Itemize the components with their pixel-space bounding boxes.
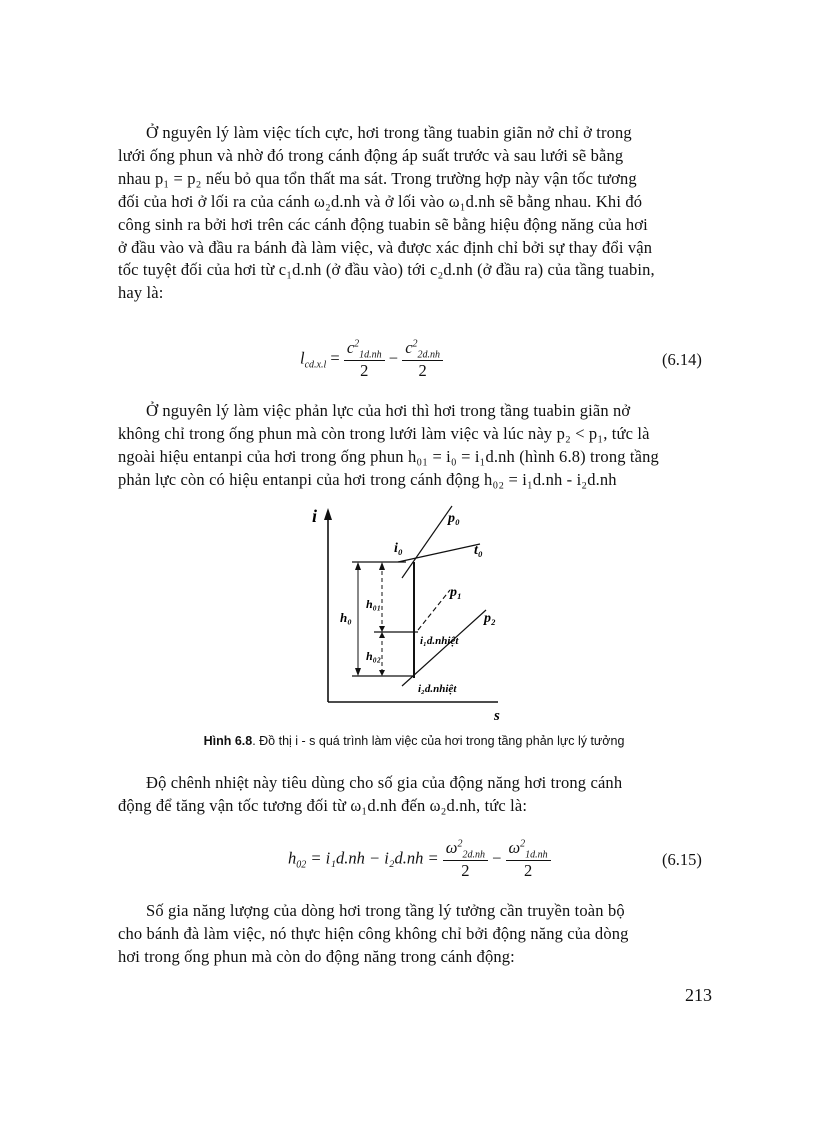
text-line: đối của hơi ở lối ra của cánh ω₂d.nh và ở lối vào ω₁d.nh sẽ bằng nhau. Khi đó <box>118 191 643 211</box>
label-p0: p₀ <box>448 511 460 526</box>
label-h0: h₀ <box>340 610 352 625</box>
equation-number: (6.15) <box>662 850 702 869</box>
arrow-down-icon <box>379 626 385 632</box>
eq-fraction-2 <box>506 838 551 881</box>
text-line: ngoài hiệu entanpi của hơi trong ống phun h₀₁ = i₀ = i₁d.nh (hình 6.8) trong tầng <box>118 446 659 466</box>
eq-num1: c <box>346 338 355 357</box>
caption-text: . Đồ thị i - s quá trình làm việc của hơi trong tầng phản lực lý tưởng <box>252 734 625 748</box>
eq-fraction-2 <box>402 338 443 381</box>
label-h02: h₀₂ <box>366 649 382 663</box>
eq-num2-sup: 2 <box>412 338 418 350</box>
isobar-p1 <box>418 590 450 630</box>
text-line: cho bánh đà làm việc, nó thực hiện công không chỉ bởi động năng của dòng <box>118 923 629 943</box>
eq-den1: 2 <box>360 361 369 381</box>
x-axis-label: s <box>494 708 500 724</box>
arrow-up-icon <box>379 632 385 638</box>
eq-num2-sub: 2d.nh <box>417 349 441 361</box>
eq-den1: 2 <box>461 861 470 881</box>
text-line: tốc tuyệt đối của hơi từ c₁d.nh (ở đầu vào) tới c₂d.nh (ở đầu ra) của tầng tuabin, <box>118 260 655 280</box>
label-p2: p₂ <box>484 611 496 626</box>
text-line: nhau p₁ = p₂ nếu bỏ qua tổn thất ma sát. Trong trường hợp này vận tốc tương <box>118 168 637 188</box>
eq-lhs-sub: 02 <box>296 859 307 871</box>
isotherm-t0 <box>398 544 480 562</box>
label-h01: h₀₁ <box>366 597 382 611</box>
eq-num2: ω <box>508 838 521 857</box>
eq-num1-sub: 2d.nh <box>462 849 485 861</box>
text-line: Số gia năng lượng của dòng hơi trong tầng lý tưởng cần truyền toàn bộ <box>146 901 625 920</box>
eq-num2-sub: 1d.nh <box>525 849 548 861</box>
caption-prefix: Hình 6.8 <box>203 734 253 748</box>
eq-lhs: l <box>300 348 305 368</box>
eq-lhs-sub: cd.x.l <box>304 359 327 371</box>
text-line: Ở nguyên lý làm việc phản lực của hơi thì hơi trong tầng tuabin giãn nở <box>146 401 631 420</box>
eq-num1-sup: 2 <box>354 338 360 350</box>
eq-fraction-1 <box>344 338 385 381</box>
paragraph-1 <box>118 122 710 305</box>
eq-lhs: h <box>288 848 297 868</box>
text-line: động để tăng vận tốc tương đối từ ω₁d.nh đến ω₂d.nh, tức là: <box>118 795 528 815</box>
y-axis-label: i <box>312 506 318 526</box>
label-i0: i₀ <box>394 541 403 556</box>
equation-6-15: $h_{02} = i_1d.nh - i_2d.nh$ = $\frac{\omega^2_{2d.nh}}{2}$ − $\frac{\omega^2_{1d.nh}}{2}$ <box>288 838 551 881</box>
equation-number: (6.14) <box>662 350 702 369</box>
figure-caption <box>118 734 710 748</box>
eq-den2: 2 <box>418 361 427 381</box>
figure-i-s-diagram <box>290 498 530 735</box>
text-line: Độ chênh nhiệt này tiêu dùng cho số gia của động năng hơi trong cánh <box>146 773 623 792</box>
equation-6-14: $l_{cd.x.l}$ = $\frac{c^2_{1d.nh}}{2}$ − $\frac{c^2_{2d.nh}}{2}$ <box>300 338 443 381</box>
arrow-up-icon <box>355 562 361 570</box>
text-line: lưới ống phun và nhờ đó trong cánh động áp suất trước và sau lưới sẽ bằng <box>118 145 624 165</box>
eq-num2-sup: 2 <box>520 838 526 850</box>
arrow-up-icon <box>379 562 385 570</box>
eq-num1: ω <box>445 838 458 857</box>
isobar-p0 <box>402 506 452 578</box>
text-line: công sinh ra bởi hơi trên các cánh động tuabin sẽ bằng hiệu động năng của hơi <box>118 214 648 234</box>
eq-fraction-1 <box>443 838 488 881</box>
eq-den2: 2 <box>523 861 533 881</box>
eq-num1-sub: 1d.nh <box>359 349 382 361</box>
paragraph-2 <box>118 400 710 492</box>
text-line: hơi trong ống phun mà còn do động năng trong cánh động: <box>118 946 515 966</box>
text-line: hay là: <box>118 283 164 303</box>
paragraph-3 <box>118 772 710 818</box>
text-line: Ở nguyên lý làm việc tích cực, hơi trong tầng tuabin giãn nở chỉ ở trong <box>146 123 632 142</box>
paragraph-4 <box>118 900 710 969</box>
label-t0: t₀ <box>474 543 483 558</box>
text-line: ở đầu vào và đầu ra bánh đà làm việc, và được xác định chỉ bởi sự thay đổi vận <box>118 237 653 257</box>
eq-num2: c <box>405 338 413 357</box>
y-axis-arrow-icon <box>324 508 332 520</box>
i-s-diagram-svg <box>290 498 530 730</box>
label-i1: i₁d.nhiệt <box>420 635 459 647</box>
eq-num1-sup: 2 <box>457 838 463 850</box>
page-number: 213 <box>685 985 712 1005</box>
label-i2: i₂d.nhiệt <box>418 683 457 695</box>
text-line: không chỉ trong ống phun mà còn trong lưới làm việc và lúc này p₂ < p₁, tức là <box>118 423 650 443</box>
text-line: phản lực còn có hiệu entanpi của hơi trong cánh động h₀₂ = i₁d.nh - i₂d.nh <box>118 469 617 489</box>
arrow-down-icon <box>379 670 385 676</box>
label-p1: p₁ <box>450 585 462 600</box>
arrow-down-icon <box>355 668 361 676</box>
eq-mid: = i₁d.nh − i₂d.nh = <box>310 848 439 868</box>
